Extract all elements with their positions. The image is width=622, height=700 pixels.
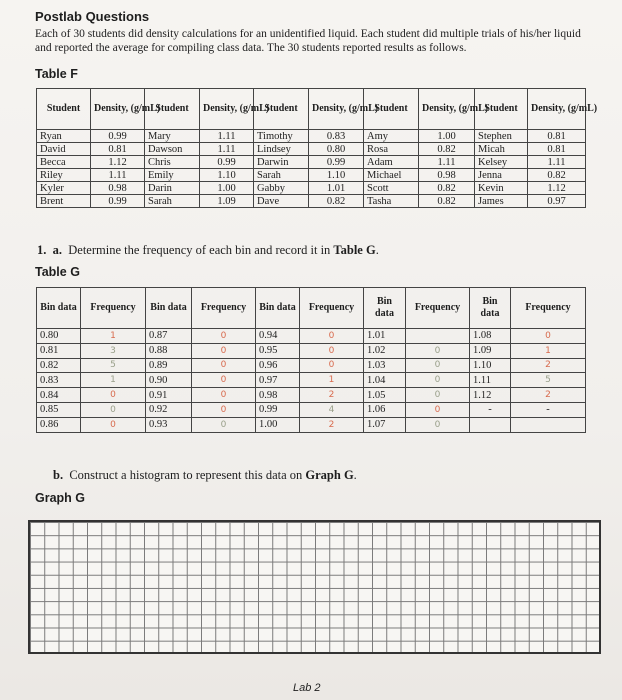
- footer-lab-label: Lab 2: [293, 682, 321, 694]
- density-value: 1.11: [91, 169, 145, 182]
- student-name: Amy: [364, 130, 419, 143]
- column-header: Frequency: [406, 288, 470, 329]
- density-value: 0.82: [419, 182, 475, 195]
- student-name: Darin: [145, 182, 200, 195]
- question-1b: [53, 468, 357, 483]
- student-name: Micah: [475, 143, 528, 156]
- frequency-entry: 5: [81, 358, 146, 373]
- bin-value: 1.09: [470, 343, 511, 358]
- frequency-entry: 0: [192, 402, 256, 417]
- frequency-entry: 0: [192, 358, 256, 373]
- frequency-entry: 5: [511, 373, 586, 388]
- density-value: 1.10: [309, 169, 364, 182]
- frequency-entry: 0: [81, 402, 146, 417]
- column-header: Student: [364, 89, 419, 130]
- table-f-label: Table F: [35, 67, 78, 81]
- bin-value: 1.00: [256, 417, 300, 432]
- intro-paragraph: Each of 30 students did density calculations for an unidentified liquid. Each student did multiple trials of his/her liquid and reported the average for compiling class data. The 30 students reported results as follows.: [35, 28, 581, 54]
- question-ref: Graph G: [305, 468, 354, 482]
- table-row: [37, 373, 586, 388]
- frequency-entry: 3: [81, 343, 146, 358]
- bin-value: 0.92: [146, 402, 192, 417]
- column-header: Student: [254, 89, 309, 130]
- frequency-entry: 2: [511, 358, 586, 373]
- frequency-entry: 0: [406, 373, 470, 388]
- density-value: 1.01: [309, 182, 364, 195]
- student-name: Sarah: [254, 169, 309, 182]
- table-row: [37, 169, 586, 182]
- bin-value: -: [470, 402, 511, 417]
- bin-value: 0.90: [146, 373, 192, 388]
- bin-value: 0.94: [256, 329, 300, 344]
- density-value: 0.80: [309, 143, 364, 156]
- student-name: Brent: [37, 195, 91, 208]
- bin-value: 1.07: [364, 417, 406, 432]
- column-header: Student: [37, 89, 91, 130]
- student-name: Tasha: [364, 195, 419, 208]
- table-row: [37, 130, 586, 143]
- student-name: James: [475, 195, 528, 208]
- student-name: Emily: [145, 169, 200, 182]
- frequency-entry: 0: [300, 329, 364, 344]
- table-g-label: Table G: [35, 265, 80, 279]
- bin-value: 1.01: [364, 329, 406, 344]
- column-header: Density, (g/mL): [309, 89, 364, 130]
- bin-value: 0.83: [37, 373, 81, 388]
- bin-value: 1.04: [364, 373, 406, 388]
- bin-value: 0.82: [37, 358, 81, 373]
- density-value: 0.81: [528, 143, 586, 156]
- table-row: [37, 195, 586, 208]
- bin-value: 0.91: [146, 388, 192, 403]
- student-name: Dawson: [145, 143, 200, 156]
- student-name: Rosa: [364, 143, 419, 156]
- column-header: Student: [145, 89, 200, 130]
- column-header: Density, (g/mL): [419, 89, 475, 130]
- bin-value: 0.97: [256, 373, 300, 388]
- bin-value: 0.84: [37, 388, 81, 403]
- column-header: Bin data: [146, 288, 192, 329]
- frequency-entry: 0: [406, 358, 470, 373]
- student-name: Adam: [364, 156, 419, 169]
- question-part: a.: [52, 243, 62, 257]
- table-row: [37, 343, 586, 358]
- student-name: Kelsey: [475, 156, 528, 169]
- frequency-entry: 0: [300, 343, 364, 358]
- density-value: 0.82: [528, 169, 586, 182]
- column-header: Bin data: [256, 288, 300, 329]
- student-name: Ryan: [37, 130, 91, 143]
- bin-value: 0.96: [256, 358, 300, 373]
- student-name: Darwin: [254, 156, 309, 169]
- density-value: 1.11: [419, 156, 475, 169]
- bin-value: 0.89: [146, 358, 192, 373]
- density-value: 0.82: [309, 195, 364, 208]
- frequency-entry: 1: [511, 343, 586, 358]
- column-header: Frequency: [81, 288, 146, 329]
- frequency-entry: 0: [192, 417, 256, 432]
- question-part: b.: [53, 468, 64, 482]
- bin-value: 1.03: [364, 358, 406, 373]
- frequency-entry: 0: [406, 417, 470, 432]
- density-value: 0.81: [91, 143, 145, 156]
- frequency-entry: 1: [81, 373, 146, 388]
- table-row: [37, 182, 586, 195]
- frequency-entry: 0: [192, 373, 256, 388]
- question-end: .: [375, 243, 379, 257]
- bin-value: 1.02: [364, 343, 406, 358]
- question-text: Determine the frequency of each bin and record it in: [68, 243, 331, 257]
- column-header: Frequency: [511, 288, 586, 329]
- frequency-entry: [406, 329, 470, 344]
- density-value: 0.81: [528, 130, 586, 143]
- table-row: [37, 388, 586, 403]
- bin-value: [470, 417, 511, 432]
- table-row: [37, 329, 586, 344]
- table-row: [37, 417, 586, 432]
- density-value: 0.98: [419, 169, 475, 182]
- student-name: Sarah: [145, 195, 200, 208]
- frequency-entry: 0: [81, 417, 146, 432]
- bin-value: 0.86: [37, 417, 81, 432]
- bin-value: 1.11: [470, 373, 511, 388]
- frequency-entry: 2: [511, 388, 586, 403]
- student-name: Gabby: [254, 182, 309, 195]
- density-value: 1.00: [200, 182, 254, 195]
- question-1a: [37, 243, 379, 258]
- frequency-entry: [511, 417, 586, 432]
- column-header: Density, (g/mL): [200, 89, 254, 130]
- density-value: 0.99: [309, 156, 364, 169]
- student-name: Becca: [37, 156, 91, 169]
- frequency-entry: 0: [406, 388, 470, 403]
- bin-value: 0.88: [146, 343, 192, 358]
- bin-value: 0.80: [37, 329, 81, 344]
- page-title: Postlab Questions: [35, 9, 150, 24]
- frequency-entry: 0: [192, 388, 256, 403]
- column-header: Bin data: [470, 288, 511, 329]
- student-name: Stephen: [475, 130, 528, 143]
- table-g-header-row: [37, 288, 586, 329]
- column-header: Bin data: [37, 288, 81, 329]
- column-header: Student: [475, 89, 528, 130]
- frequency-entry: 1: [81, 329, 146, 344]
- frequency-entry: -: [511, 402, 586, 417]
- table-row: [37, 358, 586, 373]
- frequency-entry: 0: [406, 343, 470, 358]
- density-value: 0.83: [309, 130, 364, 143]
- bin-value: 0.99: [256, 402, 300, 417]
- table-f-header-row: [37, 89, 586, 130]
- question-ref: Table G: [333, 243, 376, 257]
- column-header: Frequency: [192, 288, 256, 329]
- graph-g-grid[interactable]: [28, 520, 601, 654]
- bin-value: 0.95: [256, 343, 300, 358]
- bin-value: 0.98: [256, 388, 300, 403]
- column-header: Frequency: [300, 288, 364, 329]
- density-value: 0.82: [419, 195, 475, 208]
- question-end: .: [353, 468, 357, 482]
- density-value: 1.11: [200, 130, 254, 143]
- table-row: [37, 402, 586, 417]
- frequency-entry: 0: [81, 388, 146, 403]
- student-name: Scott: [364, 182, 419, 195]
- frequency-entry: 0: [511, 329, 586, 344]
- bin-value: 0.85: [37, 402, 81, 417]
- density-value: 1.00: [419, 130, 475, 143]
- density-value: 1.12: [91, 156, 145, 169]
- bin-value: 1.05: [364, 388, 406, 403]
- student-name: Timothy: [254, 130, 309, 143]
- frequency-entry: 1: [300, 373, 364, 388]
- density-value: 0.97: [528, 195, 586, 208]
- bin-value: 1.06: [364, 402, 406, 417]
- bin-value: 0.87: [146, 329, 192, 344]
- frequency-entry: 0: [192, 329, 256, 344]
- bin-value: 1.08: [470, 329, 511, 344]
- bin-value: 0.93: [146, 417, 192, 432]
- density-value: 0.82: [419, 143, 475, 156]
- student-name: Jenna: [475, 169, 528, 182]
- column-header: Density, (g/mL): [91, 89, 145, 130]
- density-value: 0.99: [200, 156, 254, 169]
- table-row: [37, 143, 586, 156]
- student-name: Kyler: [37, 182, 91, 195]
- density-value: 1.12: [528, 182, 586, 195]
- frequency-entry: 0: [300, 358, 364, 373]
- density-value: 1.09: [200, 195, 254, 208]
- student-name: David: [37, 143, 91, 156]
- table-f: [36, 88, 598, 208]
- table-row: [37, 156, 586, 169]
- student-name: Mary: [145, 130, 200, 143]
- column-header: Density, (g/mL): [528, 89, 586, 130]
- frequency-entry: 0: [406, 402, 470, 417]
- graph-g-label: Graph G: [35, 491, 86, 505]
- column-header: Bin data: [364, 288, 406, 329]
- density-value: 0.99: [91, 130, 145, 143]
- student-name: Dave: [254, 195, 309, 208]
- frequency-entry: 4: [300, 402, 364, 417]
- density-value: 1.11: [200, 143, 254, 156]
- table-g: [36, 287, 586, 433]
- student-name: Lindsey: [254, 143, 309, 156]
- student-name: Chris: [145, 156, 200, 169]
- density-value: 1.10: [200, 169, 254, 182]
- frequency-entry: 2: [300, 388, 364, 403]
- density-value: 0.98: [91, 182, 145, 195]
- question-text: Construct a histogram to represent this data on: [69, 468, 303, 482]
- frequency-entry: 2: [300, 417, 364, 432]
- bin-value: 1.10: [470, 358, 511, 373]
- density-value: 1.11: [528, 156, 586, 169]
- student-name: Michael: [364, 169, 419, 182]
- bin-value: 1.12: [470, 388, 511, 403]
- student-name: Riley: [37, 169, 91, 182]
- student-name: Kevin: [475, 182, 528, 195]
- density-value: 0.99: [91, 195, 145, 208]
- question-number: 1.: [37, 243, 47, 257]
- bin-value: 0.81: [37, 343, 81, 358]
- frequency-entry: 0: [192, 343, 256, 358]
